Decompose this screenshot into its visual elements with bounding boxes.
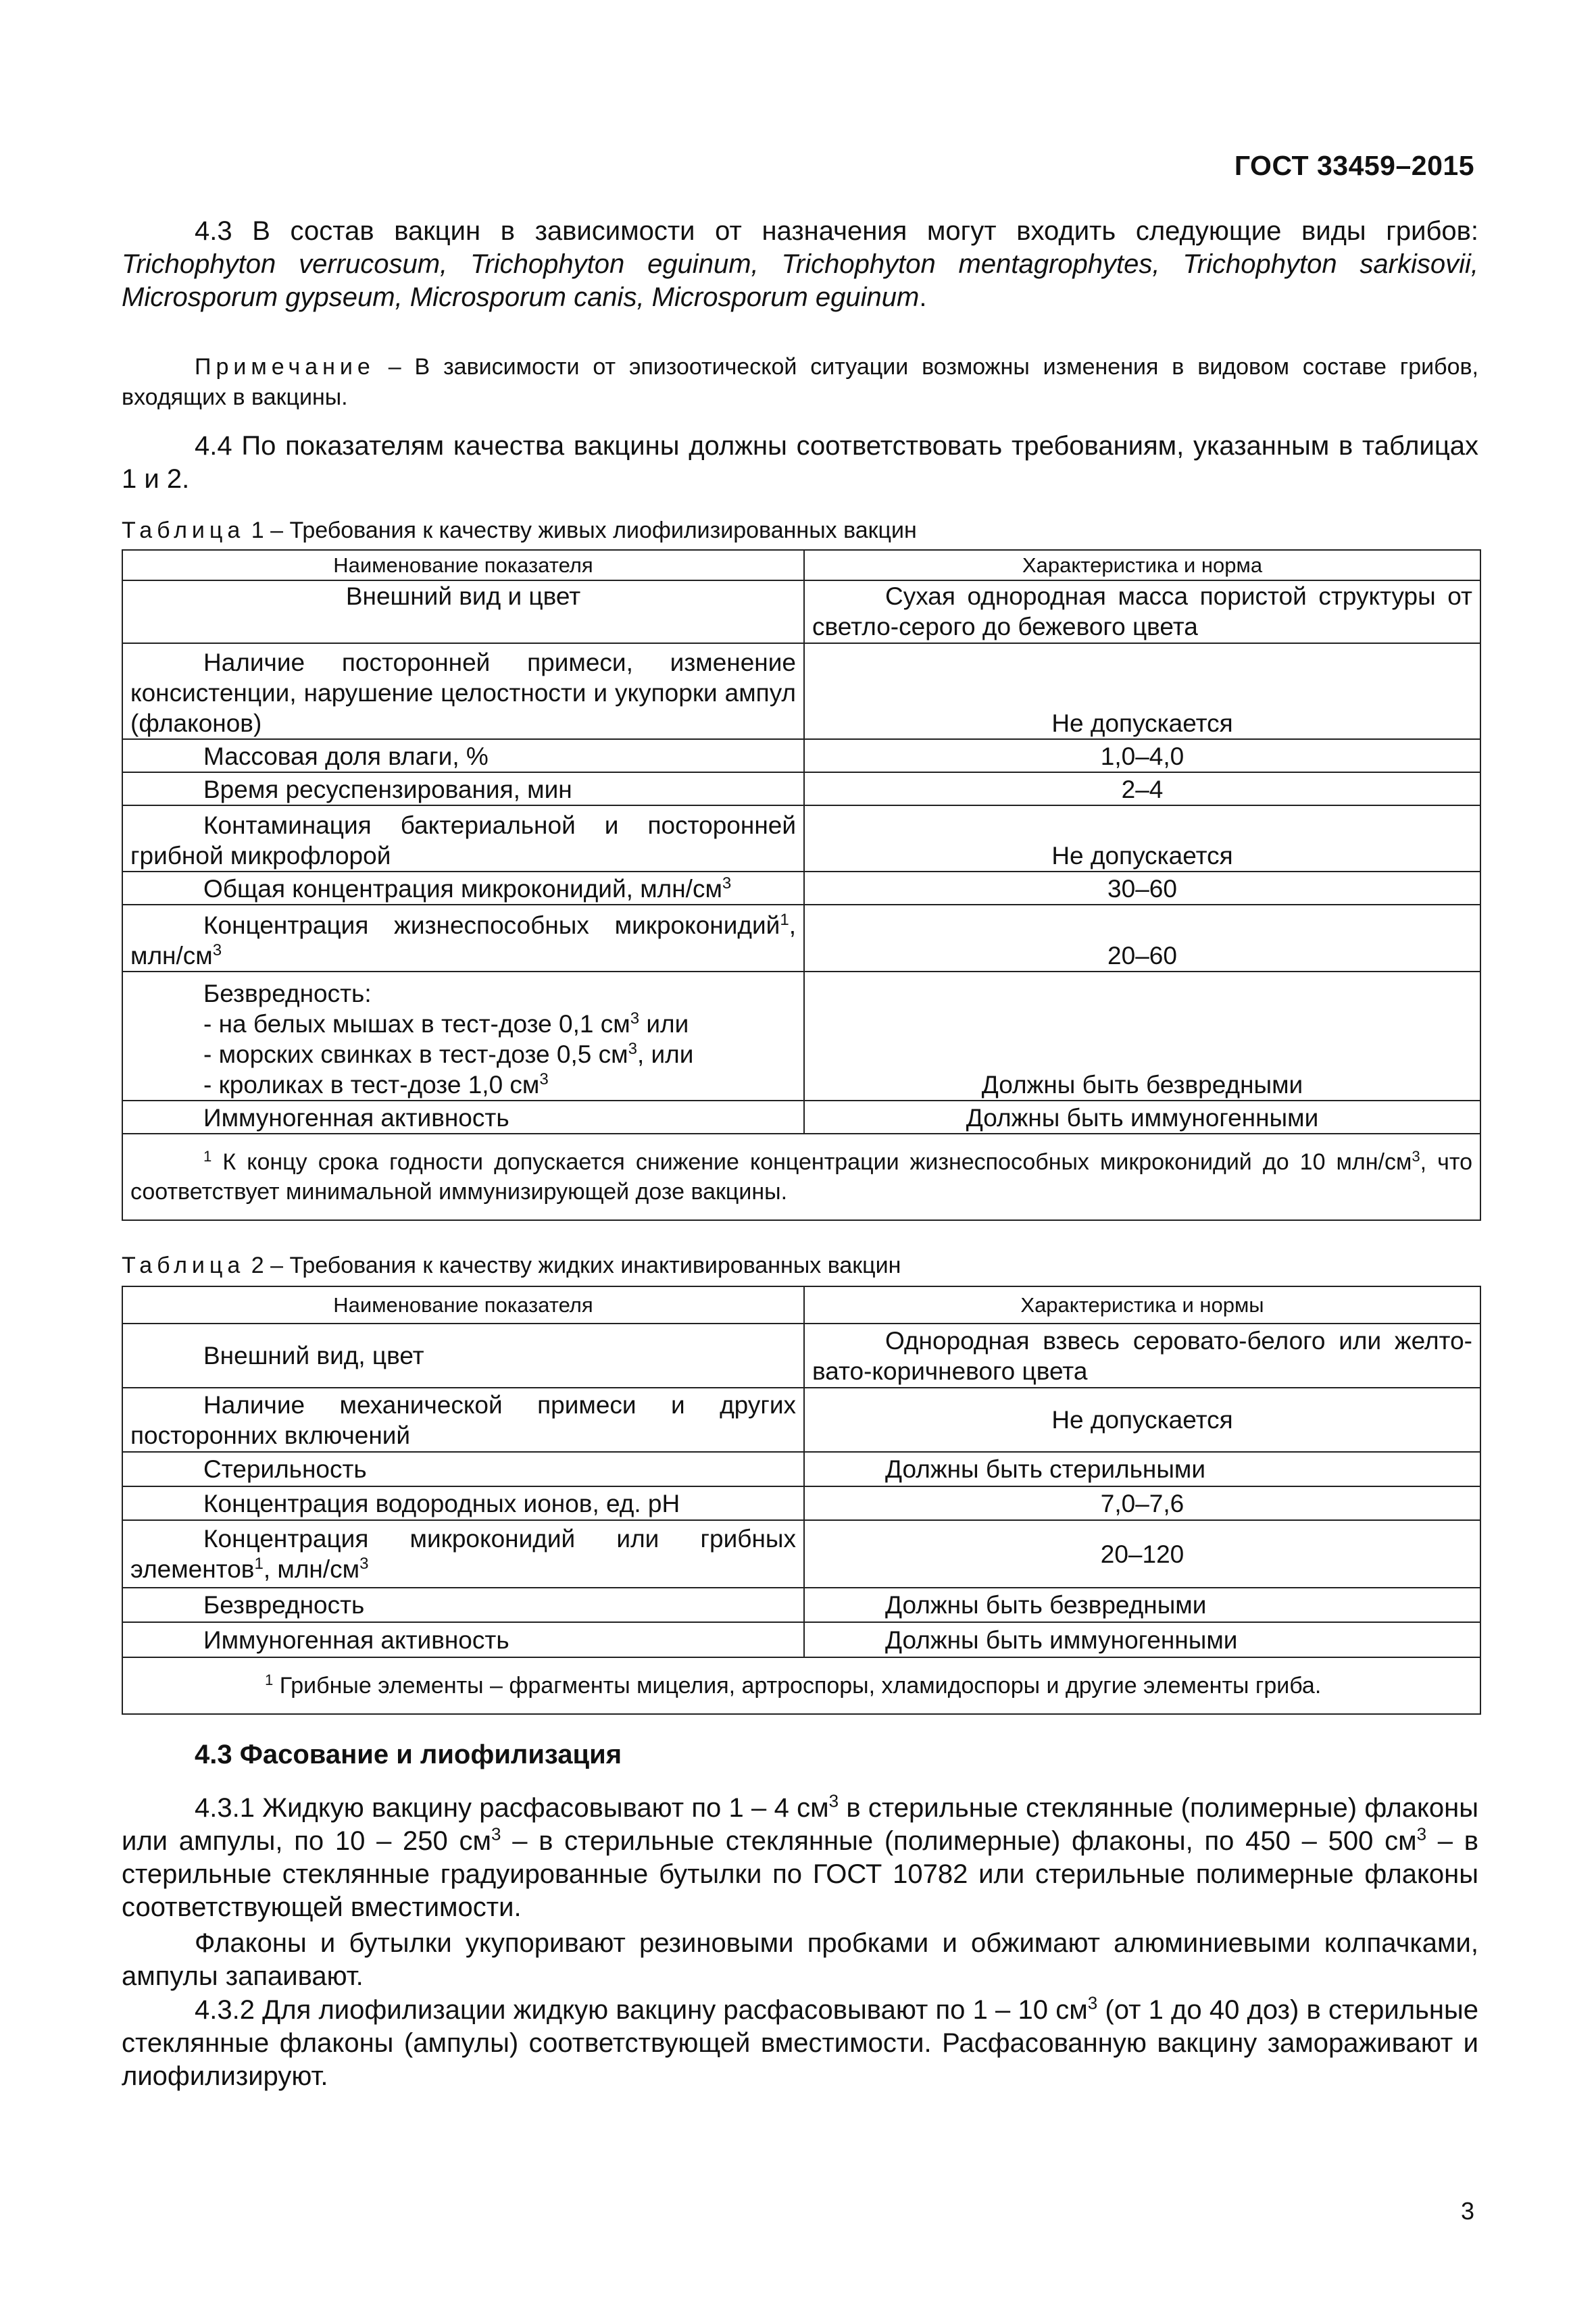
table1-header-row xyxy=(122,550,1480,580)
table1-caption xyxy=(122,516,917,545)
para-text: – в стерильные стеклянные градуированные бутылки по ГОСТ 10782 или стерильные полимерные флаконы соответствующей вместимости. xyxy=(122,1826,1479,1922)
superscript: 3 xyxy=(1087,1992,1098,2013)
superscript: 3 xyxy=(539,1070,549,1088)
caption-text: 2 – Требования к качеству жидких инактивированных вакцин xyxy=(245,1253,901,1278)
caption-text: 1 – Требования к качеству живых лиофилизированных вакцин xyxy=(245,518,917,543)
table1-cell-value: Не допускается xyxy=(804,805,1480,872)
note-label: Примечание xyxy=(195,354,375,380)
cell-text: - кроликах в тест-дозе 1,0 см xyxy=(203,1071,540,1099)
page-number: 3 xyxy=(1460,2197,1474,2225)
table-row xyxy=(122,1520,1480,1588)
table1-cell-name xyxy=(122,905,804,972)
table2-footnote xyxy=(122,1657,1480,1714)
table1-footnote xyxy=(122,1134,1480,1220)
table-row xyxy=(122,805,1480,872)
paragraph-4-4: 4.4 По показателям качества вакцины должны соответствовать требованиям, указанным в таблицах 1 и 2. xyxy=(122,431,1478,494)
table1-cell-name: Наличие посторонней примеси, изменение консистенции, нарушение целостности и укупорки ампул (флаконов) xyxy=(122,643,804,739)
superscript: 3 xyxy=(1416,1823,1427,1844)
table-row xyxy=(122,1486,1480,1520)
table2-cell-value: Не допускается xyxy=(804,1388,1480,1452)
table2-header-row xyxy=(122,1286,1480,1324)
table2-cell-name: Внешний вид, цвет xyxy=(122,1324,804,1388)
table-row xyxy=(122,739,1480,772)
table-row xyxy=(122,905,1480,972)
table1-cell-name: Внешний вид и цвет xyxy=(122,580,804,643)
table2-cell-value: Однородная взвесь серовато-белого или желто-вато-коричневого цвета xyxy=(804,1324,1480,1388)
cell-line xyxy=(203,1009,796,1039)
table1-cell-name xyxy=(122,872,804,905)
superscript: 3 xyxy=(359,1554,369,1573)
table1-cell-name: Массовая доля влаги, % xyxy=(122,739,804,772)
superscript: 3 xyxy=(628,1039,637,1058)
table2-head-value: Характеристика и нормы xyxy=(804,1286,1480,1324)
footnote-text: Грибные элементы – фрагменты мицелия, артроспоры, хламидоспоры и другие элементы гриба. xyxy=(273,1673,1322,1699)
para-text: в стерильные стеклянные (полимерные) флаконы или ампулы, по 10 – 250 см xyxy=(122,1793,1478,1856)
cell-text: , млн/см xyxy=(263,1555,360,1583)
section-heading-4-3: 4.3 Фасование и лиофилизация xyxy=(195,1740,622,1769)
footnote-text: К концу срока годности допускается снижение концентрации жизнеспособных микроконидий до 10 млн/см xyxy=(211,1149,1412,1175)
table2-cell-name: Стерильность xyxy=(122,1452,804,1486)
table-row xyxy=(122,772,1480,805)
note-text: – В зависимости от эпизоотической ситуации возможны изменения в видовом составе грибов, входящих в вакцины. xyxy=(122,354,1478,410)
table1-cell-value: 20–60 xyxy=(804,905,1480,972)
cell-text: , или xyxy=(637,1040,694,1068)
table-row xyxy=(122,580,1480,643)
table1-head-name: Наименование показателя xyxy=(122,550,804,580)
cell-text: Концентрация жизнеспособных микроконидий xyxy=(203,911,780,939)
table-row xyxy=(122,1622,1480,1657)
table2-cell-name: Наличие механической примеси и других посторонних включений xyxy=(122,1388,804,1452)
table-row xyxy=(122,1324,1480,1388)
table-row xyxy=(122,1452,1480,1486)
cell-text: , млн/см xyxy=(130,911,796,970)
footnote-marker: 1 xyxy=(265,1671,274,1688)
paragraph-4-3 xyxy=(122,215,1478,314)
table2-cell-name: Концентрация водородных ионов, ед. pH xyxy=(122,1486,804,1520)
superscript: 3 xyxy=(1412,1147,1420,1165)
table1-cell-value: 2–4 xyxy=(804,772,1480,805)
table1-cell-name xyxy=(122,972,804,1101)
table-1 xyxy=(122,549,1481,1221)
table2-cell-value: Должны быть иммуногенными xyxy=(804,1622,1480,1657)
table2-cell-value: Должны быть стерильными xyxy=(804,1452,1480,1486)
superscript: 3 xyxy=(212,940,222,959)
table2-cell-name: Безвредность xyxy=(122,1588,804,1622)
superscript: 3 xyxy=(722,874,732,892)
table1-cell-value: Должны быть безвредными xyxy=(804,972,1480,1101)
clause-text: В состав вакцин в зависимости от назначения могут входить следующие виды грибов: xyxy=(232,216,1478,246)
table1-cell-name: Контаминация бактериальной и посторонней грибной микрофлорой xyxy=(122,805,804,872)
table1-cell-name: Иммуногенная активность xyxy=(122,1101,804,1134)
table-row xyxy=(122,643,1480,739)
note-paragraph xyxy=(122,352,1478,413)
table-row xyxy=(122,1388,1480,1452)
table2-cell-value: 7,0–7,6 xyxy=(804,1486,1480,1520)
para-text: 4.3.2 Для лиофилизации жидкую вакцину расфасовывают по 1 – 10 см xyxy=(195,1995,1088,2025)
cell-text: Концентрация микроконидий или грибных элементов xyxy=(130,1525,796,1583)
caption-label: Таблица xyxy=(122,1253,245,1278)
footnote-ref: 1 xyxy=(780,910,789,929)
table1-footnote-row xyxy=(122,1134,1480,1220)
para-text: 4.3.1 Жидкую вакцину расфасовывают по 1 – 4 см xyxy=(195,1793,829,1823)
superscript: 3 xyxy=(491,1823,501,1844)
table-row xyxy=(122,972,1480,1101)
table2-cell-name: Иммуногенная активность xyxy=(122,1622,804,1657)
para-text: (от 1 до 40 доз) в стерильные стеклянные флаконы (ампулы) соответствующей вместимости. Расфасованную вакцину замораживают и лиофилизируют. xyxy=(122,1995,1478,2091)
superscript: 3 xyxy=(630,1009,640,1028)
species-list: Trichophyton verrucosum, Trichophyton eguinum, Trichophyton mentagrophytes, Trichophyton sarkisovii, Microsporum gypseum, Microsporum canis, Microsporum eguinum xyxy=(122,249,1478,312)
paragraph-4-3-2 xyxy=(122,1994,1478,2093)
footnote-text: , что соответствует минимальной иммунизирующей дозе вакцины. xyxy=(130,1149,1472,1205)
table-row xyxy=(122,872,1480,905)
table1-cell-value: 1,0–4,0 xyxy=(804,739,1480,772)
table2-cell-name xyxy=(122,1520,804,1588)
cell-line xyxy=(203,1070,796,1100)
clause-number: 4.3 xyxy=(195,216,232,246)
para-text: – в стерильные стеклянные (полимерные) флаконы, по 450 – 500 см xyxy=(501,1826,1417,1856)
table2-footnote-row xyxy=(122,1657,1480,1714)
table2-head-name: Наименование показателя xyxy=(122,1286,804,1324)
paragraph-closure: Флаконы и бутылки укупоривают резиновыми пробками и обжимают алюминиевыми колпачками, ампулы запаивают. xyxy=(122,1928,1478,1991)
caption-label: Таблица xyxy=(122,518,245,543)
superscript: 3 xyxy=(828,1790,839,1811)
cell-text: Общая концентрация микроконидий, млн/см xyxy=(203,875,722,903)
table1-cell-value: 30–60 xyxy=(804,872,1480,905)
table1-cell-name: Время ресуспензирования, мин xyxy=(122,772,804,805)
cell-text: или xyxy=(639,1010,689,1038)
cell-text: - морских свинках в тест-дозе 0,5 см xyxy=(203,1040,628,1068)
table2-cell-value: Должны быть безвредными xyxy=(804,1588,1480,1622)
table1-cell-value: Сухая однородная масса пористой структуры от светло-серого до бежевого цвета xyxy=(804,580,1480,643)
table-2 xyxy=(122,1286,1481,1715)
table-row xyxy=(122,1588,1480,1622)
paragraph-4-3-1 xyxy=(122,1792,1478,1924)
table2-cell-value: 20–120 xyxy=(804,1520,1480,1588)
cell-text: - на белых мышах в тест-дозе 0,1 см xyxy=(203,1010,630,1038)
cell-line: Безвредность: xyxy=(203,980,372,1007)
table2-caption xyxy=(122,1251,901,1280)
footnote-marker: 1 xyxy=(203,1147,212,1165)
cell-line xyxy=(203,1039,796,1070)
table1-cell-value: Не допускается xyxy=(804,643,1480,739)
clause-end: . xyxy=(919,282,927,312)
table1-head-value: Характеристика и норма xyxy=(804,550,1480,580)
document-header: ГОСТ 33459–2015 xyxy=(1234,150,1474,181)
table1-cell-value: Должны быть иммуногенными xyxy=(804,1101,1480,1134)
table-row xyxy=(122,1101,1480,1134)
footnote-ref: 1 xyxy=(254,1554,264,1573)
